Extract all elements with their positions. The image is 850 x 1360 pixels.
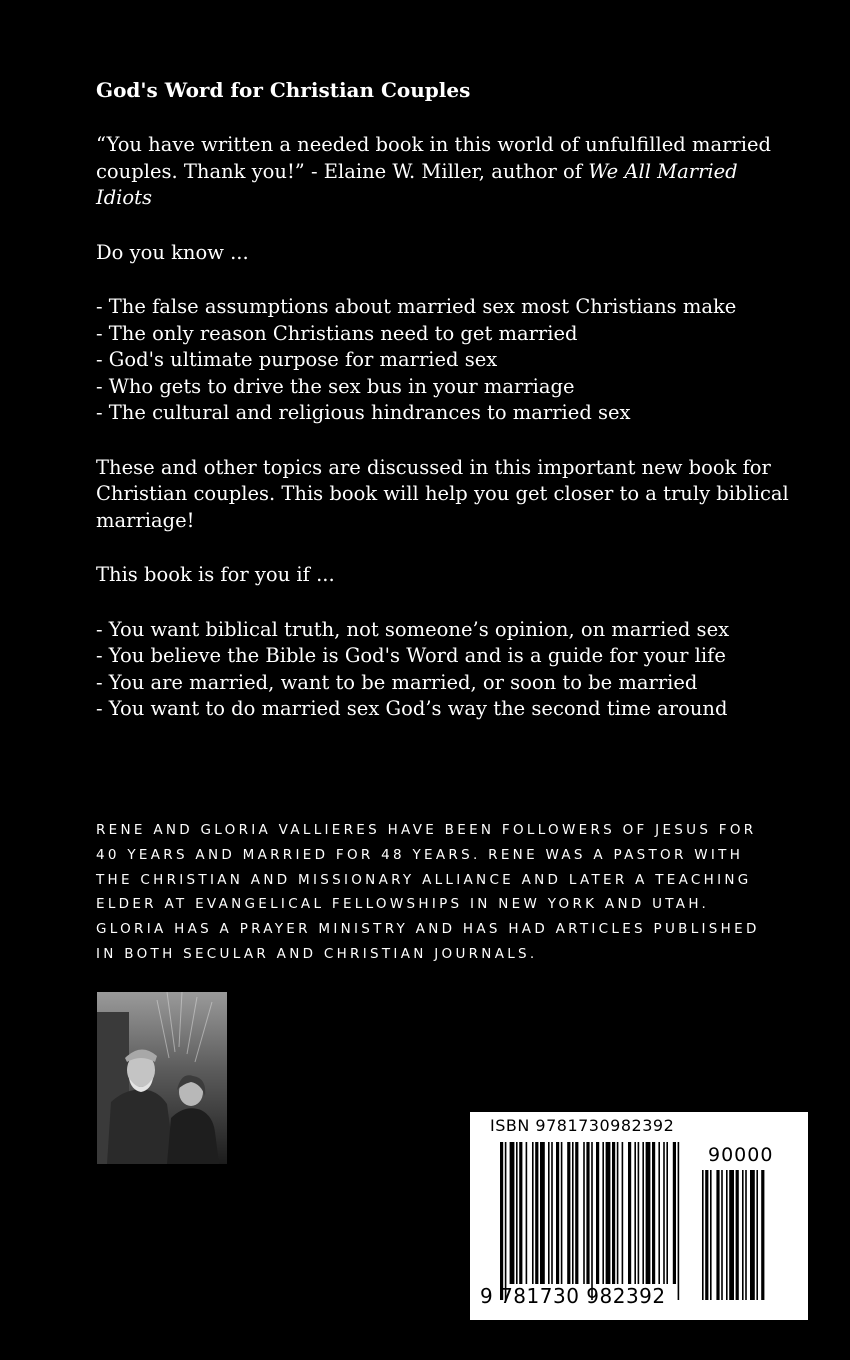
- barcode-bar: [756, 1170, 758, 1300]
- barcode-bar: [606, 1142, 611, 1284]
- barcode-bar: [510, 1142, 515, 1284]
- barcode-bar: [583, 1142, 585, 1284]
- barcode-bar: [556, 1142, 559, 1284]
- price-addon-label: 90000: [708, 1144, 774, 1166]
- book-title: God's Word for Christian Couples: [96, 78, 471, 102]
- barcode-bar: [729, 1170, 734, 1300]
- author-photo: [97, 992, 227, 1164]
- barcode-bar: [658, 1142, 660, 1284]
- barcode-bar: [705, 1170, 708, 1300]
- barcode-bar: [567, 1142, 570, 1284]
- barcode-bar: [548, 1142, 550, 1284]
- list-item: - The only reason Christians need to get married: [96, 321, 578, 345]
- barcode-bar: [516, 1142, 518, 1284]
- barcode-bar: [572, 1142, 574, 1284]
- barcode-bar: [750, 1170, 755, 1300]
- back-cover-text: [96, 76, 796, 723]
- barcode-bar: [596, 1142, 599, 1284]
- barcode-bar: [673, 1142, 676, 1284]
- barcode-bar: [505, 1142, 507, 1300]
- barcode-bar: [551, 1142, 553, 1284]
- barcode-bar: [666, 1142, 668, 1284]
- barcode-bar: [532, 1142, 534, 1284]
- barcode-bar: [642, 1142, 644, 1284]
- barcode-bar: [761, 1170, 764, 1300]
- audience-heading: This book is for you if ...: [96, 563, 335, 586]
- barcode-bar: [622, 1142, 624, 1284]
- barcode-bar: [721, 1170, 723, 1300]
- list-item: - God's ultimate purpose for married sex: [96, 348, 498, 371]
- list-item: - The cultural and religious hindrances to married sex: [96, 401, 631, 424]
- list-item: - Who gets to drive the sex bus in your marriage: [96, 374, 575, 398]
- topics-list: [96, 294, 796, 427]
- quote-text: “You have written a needed book in this world of unfulfilled married couples. Thank you!” - Elaine W. Miller, author of: [96, 133, 771, 183]
- barcode-bar: [710, 1170, 712, 1300]
- barcode-bar: [500, 1142, 503, 1300]
- list-item: - You want biblical truth, not someone’s opinion, on married sex: [96, 617, 730, 641]
- barcode-bar: [716, 1170, 719, 1300]
- endorsement-quote: [96, 132, 796, 212]
- list-item: - You believe the Bible is God's Word and is a guide for your life: [96, 644, 726, 667]
- barcode-bar: [638, 1142, 640, 1284]
- list-item: - You want to do married sex God’s way the second time around: [96, 697, 728, 720]
- summary-paragraph: These and other topics are discussed in this important new book for Christian couples. This book will help you get closer to a truly biblical marriage!: [96, 455, 789, 532]
- barcode-bar: [652, 1142, 655, 1284]
- barcode-bar: [702, 1170, 704, 1300]
- barcode-bar: [634, 1142, 636, 1284]
- isbn-label: ISBN 9781730982392: [490, 1116, 675, 1135]
- list-item: - The false assumptions about married sex most Christians make: [96, 295, 737, 318]
- isbn-barcode: [470, 1112, 808, 1320]
- barcode-bar: [519, 1142, 522, 1284]
- barcode-bar: [678, 1142, 680, 1300]
- barcode-bar: [540, 1142, 545, 1284]
- topics-heading: Do you know ...: [96, 240, 249, 264]
- barcode-bar: [586, 1142, 589, 1284]
- barcode-bar: [535, 1142, 538, 1284]
- barcode-bar: [602, 1142, 604, 1284]
- barcode-bar: [726, 1170, 728, 1300]
- author-photo-illustration: [97, 992, 227, 1164]
- barcode-bar: [526, 1142, 528, 1284]
- barcode-bar: [742, 1170, 744, 1300]
- barcode-bar: [736, 1170, 739, 1300]
- barcode-bar: [663, 1142, 665, 1284]
- barcode-bar: [612, 1142, 615, 1284]
- barcode-bar: [591, 1142, 593, 1300]
- barcode-bar: [628, 1142, 631, 1284]
- quote-book-title: We All Married Idiots: [96, 159, 738, 209]
- list-item: - You are married, want to be married, or soon to be married: [96, 670, 698, 694]
- author-bio: RENE AND GLORIA VALLIERES HAVE BEEN FOLLOWERS OF JESUS FOR 40 YEARS AND MARRIED FOR 48 YEARS. RENE WAS A PASTOR WITH THE CHRISTIAN AND MISSIONARY ALLIANCE AND LATER A TEACHING ELDER AT EVANGELICAL FELLOWSHIPS IN NEW YORK AND UTAH. GLORIA HAS A PRAYER MINISTRY AND HAS HAD ARTICLES PUBLISHED IN BOTH SECULAR AND CHRISTIAN JOURNALS.: [96, 822, 760, 962]
- barcode-bar: [575, 1142, 578, 1284]
- barcode-bar: [617, 1142, 619, 1284]
- barcode-bar: [561, 1142, 563, 1284]
- ean-digits: 9 781730 982392: [480, 1284, 666, 1308]
- audience-list: [96, 617, 796, 723]
- barcode-bar: [745, 1170, 747, 1300]
- barcode-bar: [646, 1142, 651, 1284]
